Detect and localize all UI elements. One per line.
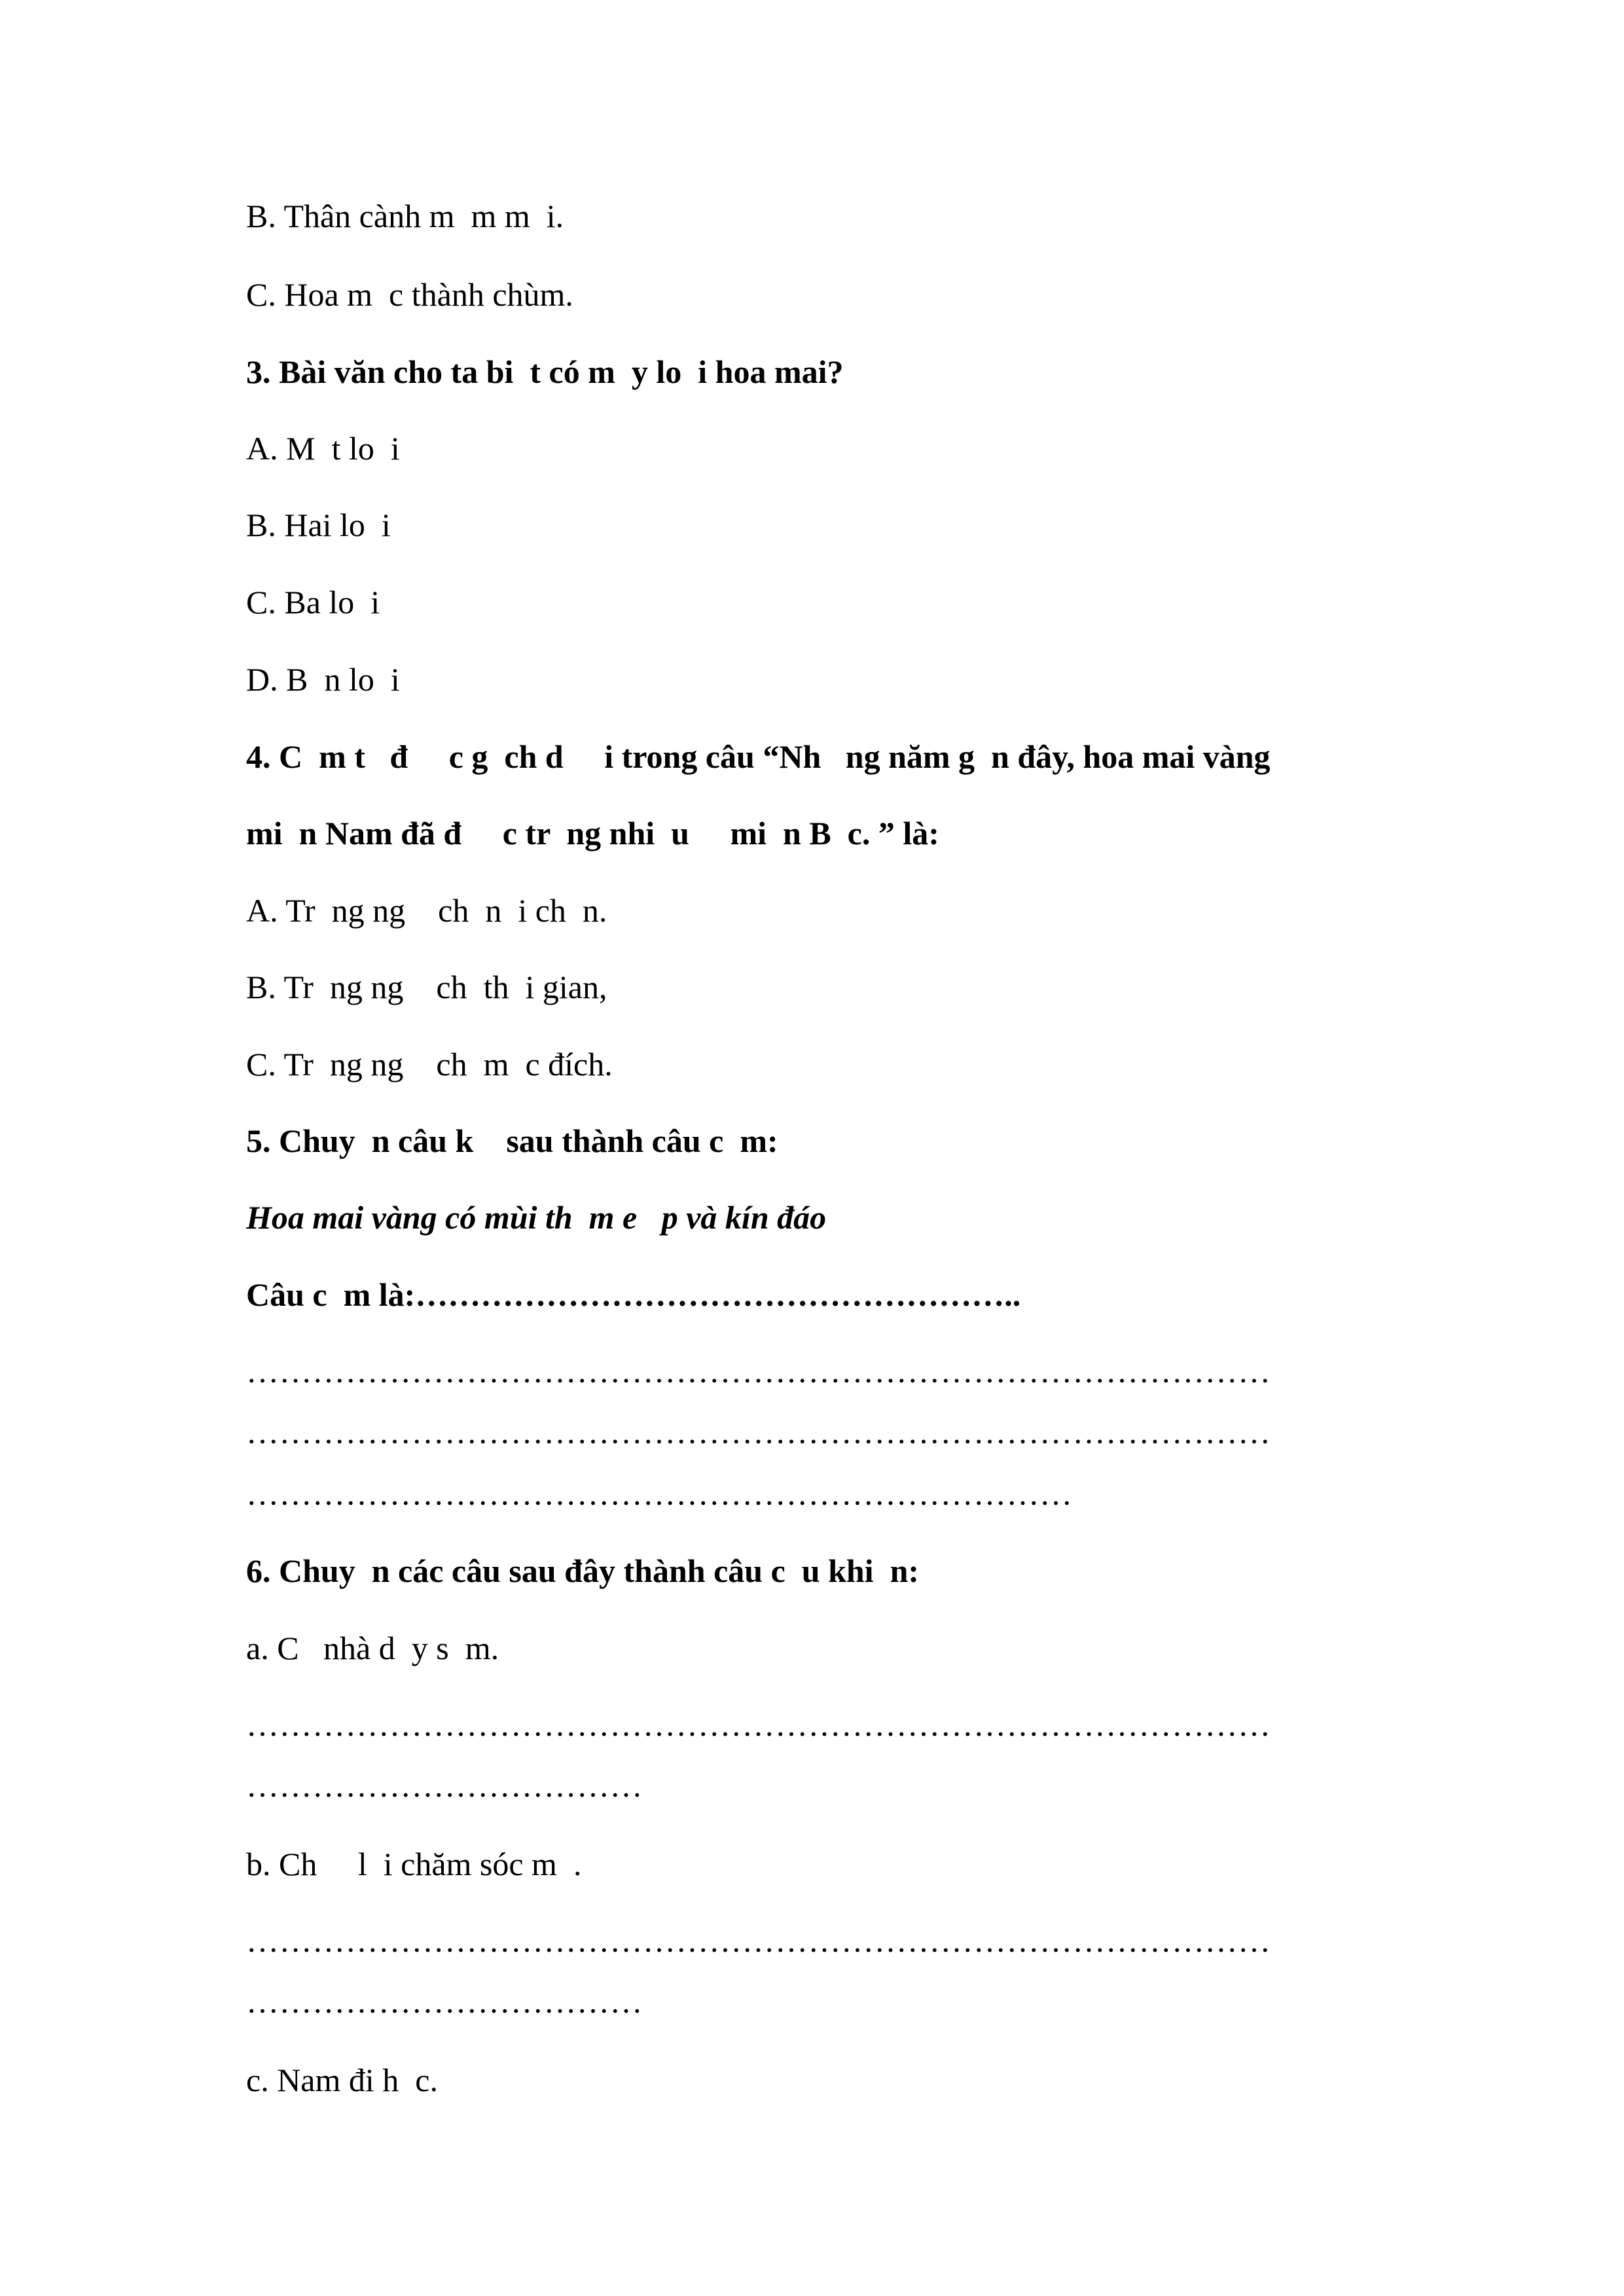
q2-option-b: B. Thân cành m m m i.	[246, 198, 564, 234]
q5-answer-label: Câu c m là:………………………………………………..	[246, 1276, 1021, 1313]
q3-option-c: C. Ba lo i	[246, 584, 380, 620]
q6-item-b: b. Ch l i chăm sóc m .	[246, 1846, 582, 1882]
q5-sentence: Hoa mai vàng có mùi th m e p và kín đáo	[246, 1199, 827, 1236]
q6-item-c: c. Nam đi h c.	[246, 2062, 438, 2098]
q2-option-c: C. Hoa m c thành chùm.	[246, 276, 573, 313]
q5-question: 5. Chuy n câu k sau thành câu c m:	[246, 1122, 778, 1159]
q3-option-a: A. M t lo i	[246, 430, 400, 467]
q3-question: 3. Bài văn cho ta bi t có m y lo i hoa mai?	[246, 353, 844, 390]
q4-question-line2: mi n Nam đã đ c tr ng nhi u mi n B c. ” là:	[246, 815, 939, 852]
q4-option-c: C. Tr ng ng ch m c đích.	[246, 1046, 613, 1083]
q4-question-line1: 4. C m t đ c g ch d i trong câu “Nh ng năm g n đây, hoa mai vàng	[246, 738, 1271, 775]
q6-item-b-dots-2: ………………………………	[246, 1983, 643, 2020]
q6-question: 6. Chuy n các câu sau đây thành câu c u khi n:	[246, 1552, 920, 1589]
q6-item-a-dots-2: ………………………………	[246, 1767, 643, 1804]
q6-item-a-dots-1: …………………………………………………………………………………	[246, 1706, 1271, 1743]
q5-answer-dots-2: …………………………………………………………………………………	[246, 1414, 1271, 1450]
q3-option-d: D. B n lo i	[246, 661, 400, 698]
q4-option-a: A. Tr ng ng ch n i ch n.	[246, 892, 607, 929]
q6-item-a: a. C nhà d y s m.	[246, 1630, 499, 1666]
q6-item-b-dots-1: …………………………………………………………………………………	[246, 1922, 1271, 1959]
q5-answer-dots-1: …………………………………………………………………………………	[246, 1353, 1271, 1390]
q4-option-b: B. Tr ng ng ch th i gian,	[246, 969, 607, 1005]
q3-option-b: B. Hai lo i	[246, 507, 391, 543]
q5-answer-dots-3: …………………………………………………………………	[246, 1475, 1073, 1512]
